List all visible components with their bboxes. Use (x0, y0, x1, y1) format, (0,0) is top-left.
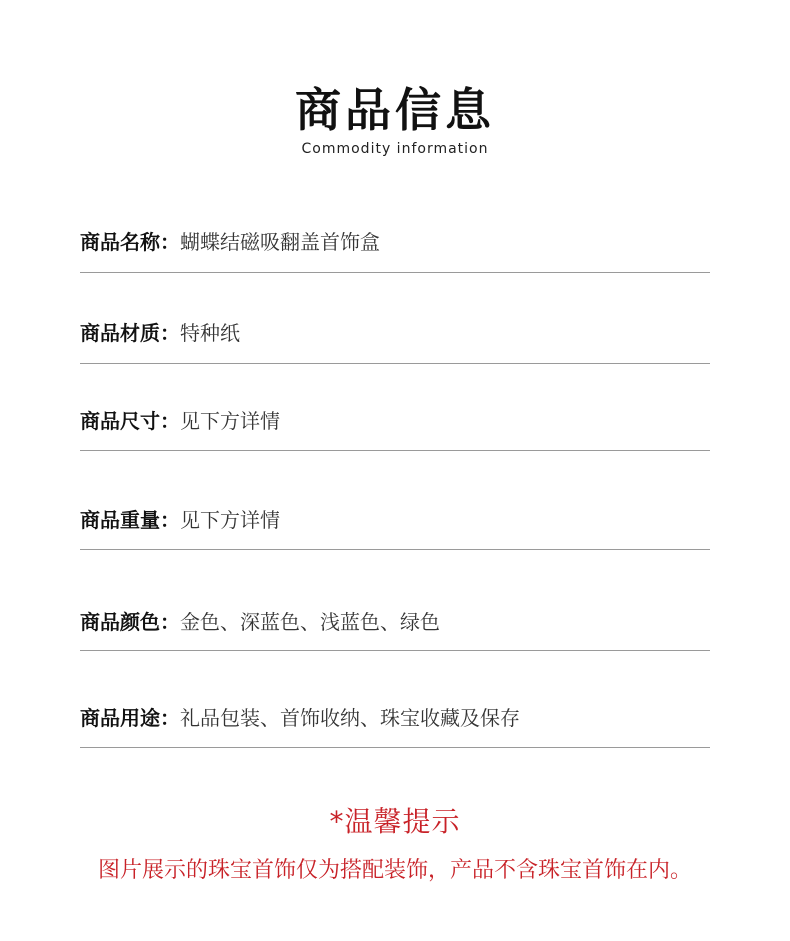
info-row-size (80, 407, 710, 451)
page-subtitle: Commodity information (301, 141, 489, 157)
row-label: 商品颜色： (80, 610, 180, 634)
info-row-name (80, 228, 710, 273)
notice-title: *温馨提示 (329, 805, 461, 838)
row-value: 特种纸 (180, 321, 240, 345)
info-row-weight (80, 506, 710, 550)
row-label: 商品重量： (80, 508, 180, 532)
info-row-usage (80, 704, 710, 748)
info-row-color (80, 608, 710, 651)
row-label: 商品用途： (80, 706, 180, 730)
row-label: 商品材质： (80, 321, 180, 345)
row-value: 见下方详情 (180, 508, 280, 532)
page-title: 商品信息 (295, 83, 495, 137)
notice-text: 图片展示的珠宝首饰仅为搭配装饰，产品不含珠宝首饰在内。 (97, 858, 692, 883)
page-header (0, 82, 790, 158)
row-value: 蝴蝶结磁吸翻盖首饰盒 (180, 230, 380, 254)
row-label: 商品名称： (80, 230, 180, 254)
row-value: 金色、深蓝色、浅蓝色、绿色 (180, 610, 440, 634)
row-label: 商品尺寸： (80, 409, 180, 433)
info-row-material (80, 319, 710, 364)
row-value: 见下方详情 (180, 409, 280, 433)
row-value: 礼品包装、首饰收纳、珠宝收藏及保存 (180, 706, 520, 730)
